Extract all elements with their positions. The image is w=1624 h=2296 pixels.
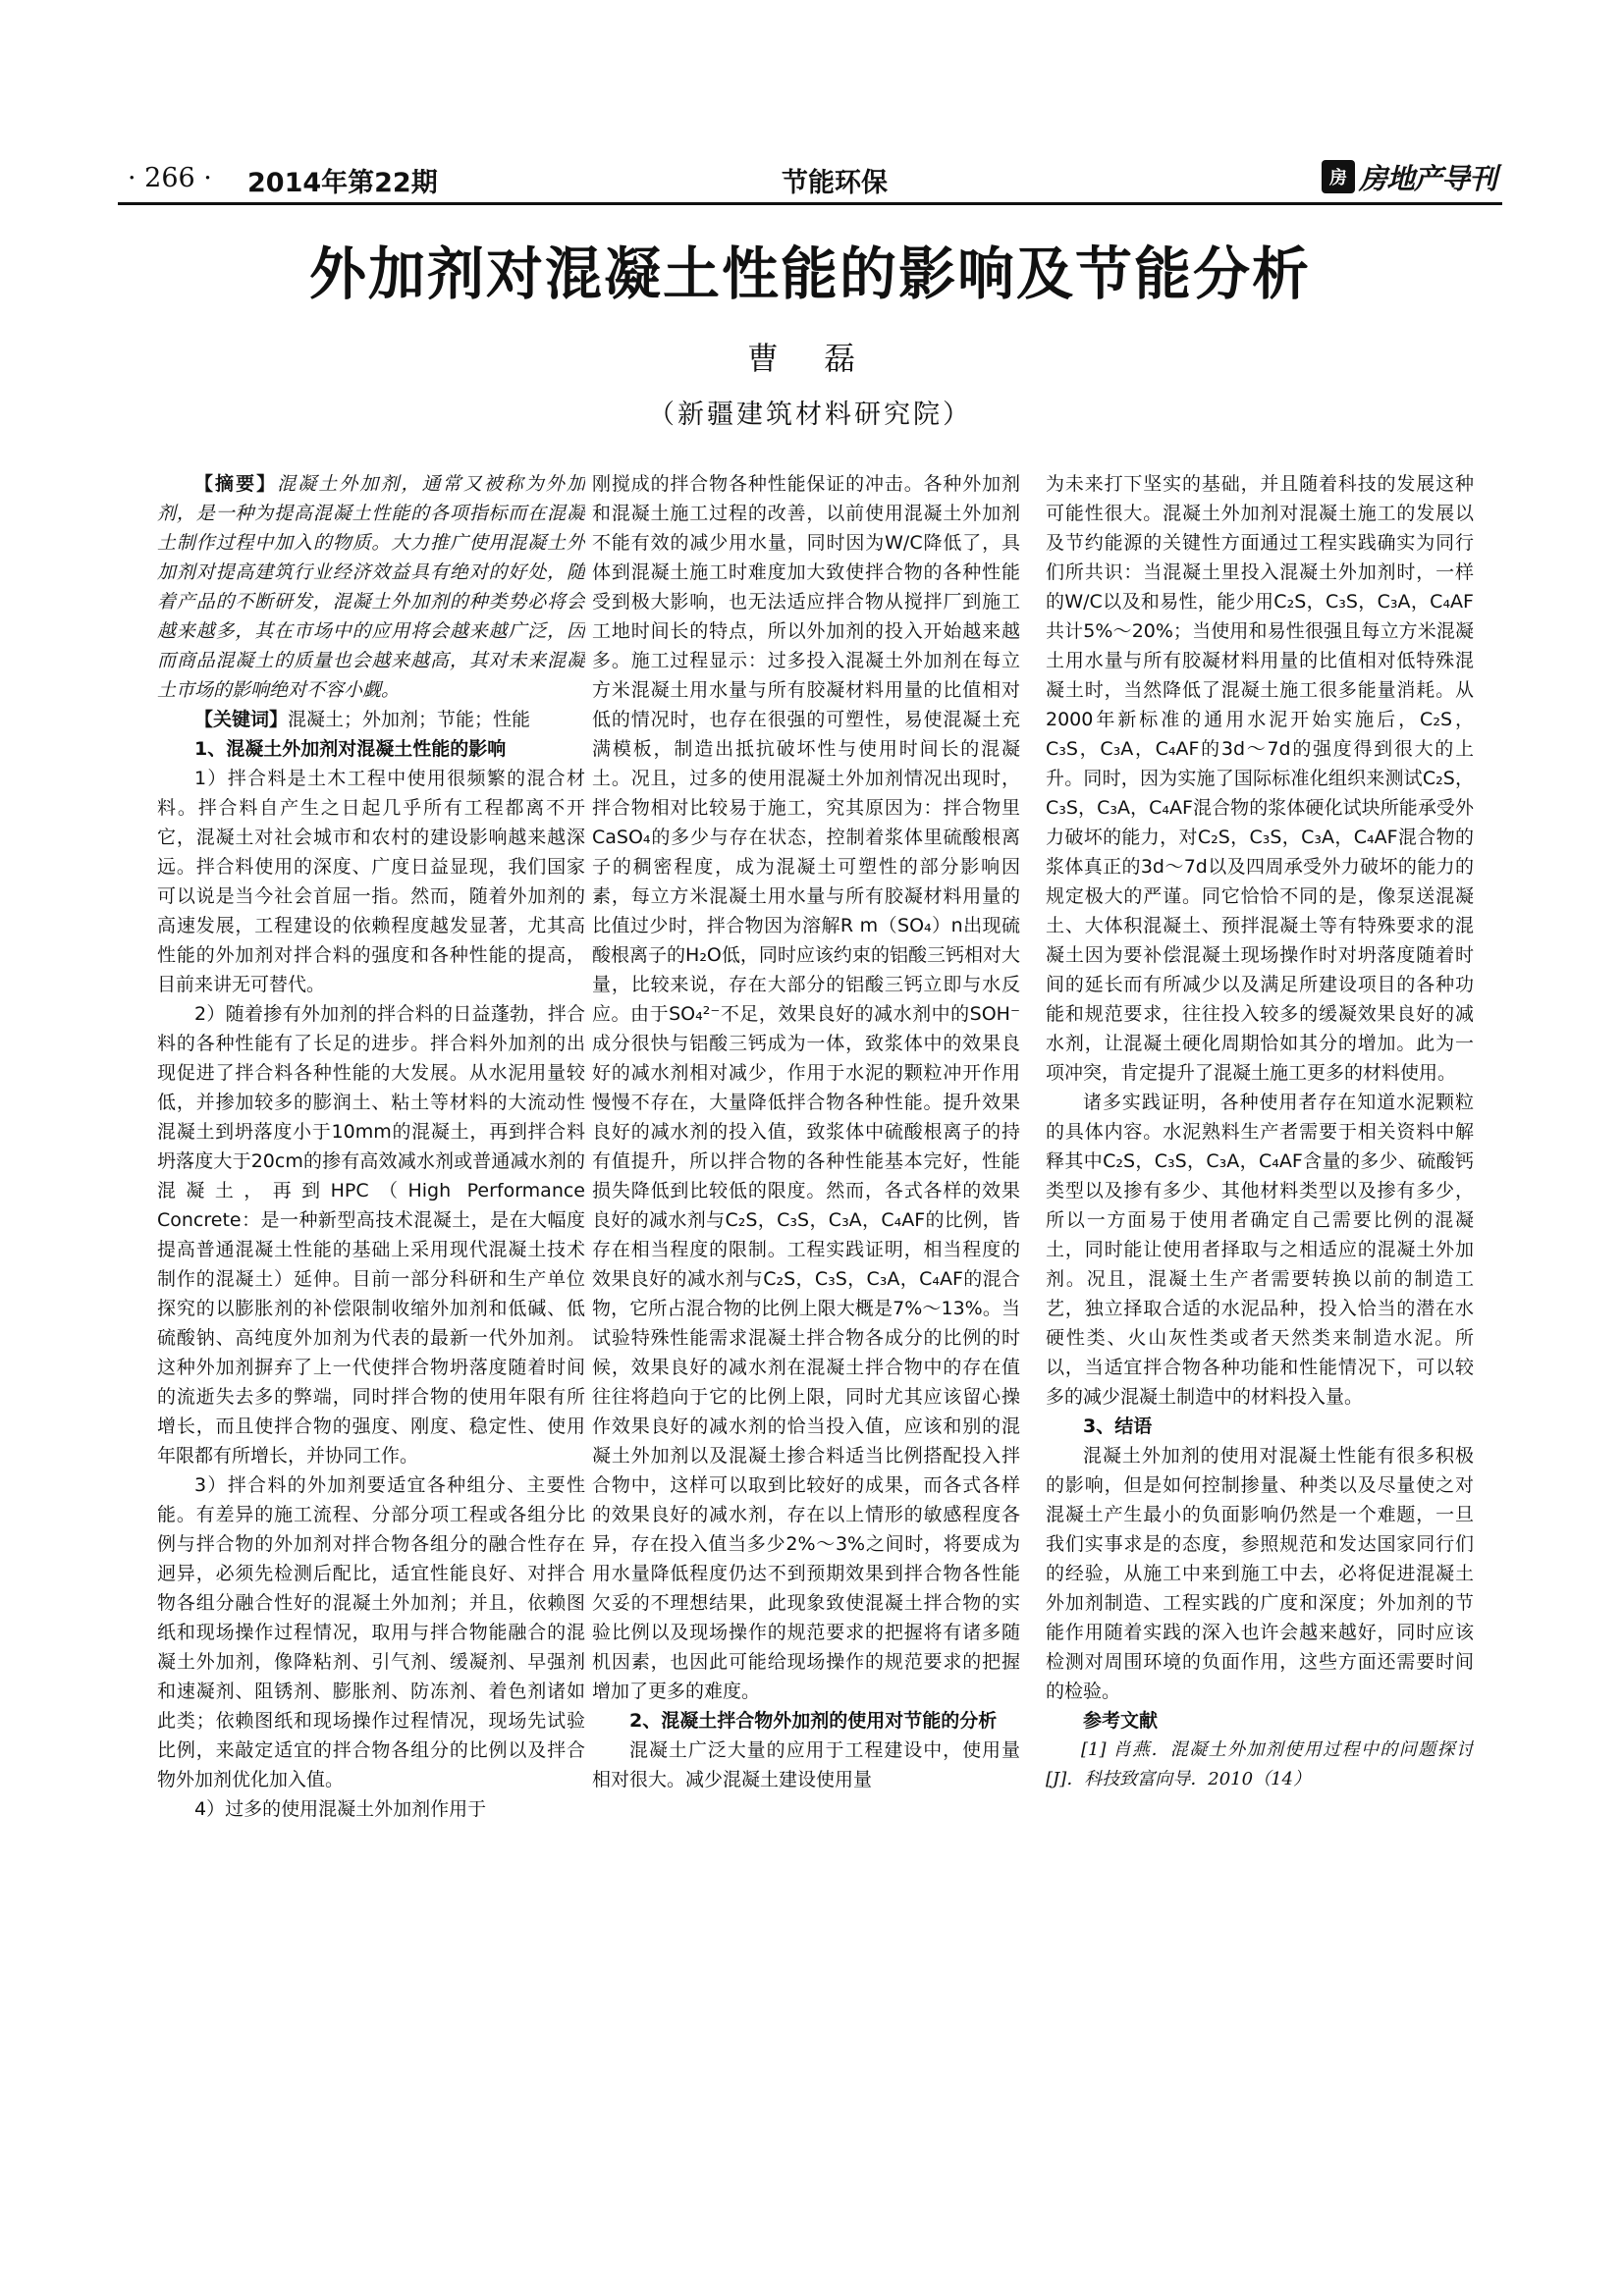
- abstract-text: 混凝土外加剂，通常又被称为外加剂，是一种为提高混凝土性能的各项指标而在混凝土制作过程中加入的物质。大力推广使用混凝土外加剂对提高建筑行业经济效益具有绝对的好处，随着产品的不断研发，混凝土外加剂的种类势必将会越来越多，其在市场中的应用将会越来越广泛，因而商品混凝土的质量也会越来越高，其对未来混凝土市场的影响绝对不容小觑。: [157, 473, 585, 701]
- section-3-paragraph-1: 混凝土外加剂的使用对混凝土性能有很多积极的影响，但是如何控制掺量、种类以及尽量使之对混凝土产生最小的负面影响仍然是一个难题，一旦我们实事求是的态度，参照规范和发达国家同行们的经验，从施工中来到施工中去，必将促进混凝土外加剂制造、工程实践的广度和深度；外加剂的节能作用随着实践的深入也许会越来越好，同时应该检测对周围环境的负面作用，这些方面还需要时间的检验。: [1046, 1445, 1474, 1702]
- paragraph-1: 1）拌合料是土木工程中使用很频繁的混合材料。拌合料自产生之日起几乎所有工程都离不开它，混凝土对社会城市和农村的建设影响越来越深远。拌合料使用的深度、广度日益显现，我们国家可以说是当今社会首屈一指。然而，随着外加剂的高速发展，工程建设的依赖程度越发显著，尤其高性能的外加剂对拌合料的强度和各种性能的提高，目前来讲无可替代。: [157, 768, 585, 995]
- abstract-label: 【摘要】: [194, 473, 278, 495]
- running-header: [118, 159, 1502, 205]
- section-2-paragraph-1: 为未来打下坚实的基础，并且随着科技的发展这种可能性很大。混凝土外加剂对混凝土施工的发展以及节约能源的关键性方面通过工程实践确实为同行们所共识：当混凝土里投入混凝土外加剂时，一样的W/C以及和易性，能少用C₂S，C₃S，C₃A，C₄AF共计5%～20%；当使用和易性很强且每立方米混凝土用水量与所有胶凝材料用量的比值相对低特殊混凝土时，当然降低了混凝土施工很多能量消耗。从2000年新标准的通用水泥开始实施后，C₂S，C₃S，C₃A，C₄AF的3d～7d的强度得到很大的上升。同时，因为实施了国际标准化组织来测试C₂S，C₃S，C₃A，C₄AF混合物的浆体硬化试块所能承受外力破坏的能力，对C₂S，C₃S，C₃A，C₄AF混合物的浆体真正的3d～7d以及四周承受外力破坏的能力的规定极大的严谨。同它恰恰不同的是，像泵送混凝土、大体积混凝土、预拌混凝土等有特殊要求的混凝土因为要补偿混凝土现场操作时对坍落度随着时间的延长而有所减少以及满足所建设项目的各种功能和规范要求，往往投入较多的缓凝效果良好的减水剂，让混凝土硬化周期恰如其分的增加。此为一项冲突，肯定提升了混凝土施工更多的材料使用。: [1046, 473, 1474, 1084]
- article-title: 外加剂对混凝土性能的影响及节能分析: [308, 240, 1311, 307]
- paragraph-3: 3）拌合料的外加剂要适宜各种组分、主要性能。有差异的施工流程、分部分项工程或各组分比例与拌合物的外加剂对拌合物各组分的融合性存在迥异，必须先检测后配比，适宜性能良好、对拌合物各组分融合性好的混凝土外加剂；并且，依赖图纸和现场操作过程情况，取用与拌合物能融合的混凝土外加剂，像降粘剂、引气剂、缓凝剂、早强剂和速凝剂、阻锈剂、膨胀剂、防冻剂、着色剂诸如此类；依赖图纸和现场操作过程情况，现场先试验比例，来敲定适宜的拌合物各组分的比例以及拌合物外加剂优化加入值。: [157, 1474, 585, 1790]
- issue-label: 2014年第22期: [247, 168, 438, 198]
- column-1: [157, 469, 585, 2226]
- journal-logo-icon: 房: [1322, 160, 1355, 193]
- section-label: 节能环保: [782, 168, 888, 198]
- reference-1: [1] 肖燕．混凝土外加剂使用过程中的问题探讨 [J]．科技致富向导．2010（14）: [1046, 1739, 1474, 1789]
- journal-logo: [1322, 159, 1496, 194]
- keywords-text: 混凝土；外加剂；节能；性能: [288, 709, 531, 730]
- paragraph-4: 刚搅成的拌合物各种性能保证的冲击。各种外加剂和混凝土施工过程的改善，以前使用混凝土外加剂不能有效的减少用水量，同时因为W/C降低了，具体到混凝土施工时难度加大致使拌合物的各种性能受到极大影响，也无法适应拌合物从搅拌厂到施工工地时间长的特点，所以外加剂的投入开始越来越多。施工过程显示：过多投入混凝土外加剂在每立方米混凝土用水量与所有胶凝材料用量的比值相对低的情况时，也存在很强的可塑性，易使混凝土充满模板，制造出抵抗破坏性与使用时间长的混凝土。况且，过多的使用混凝土外加剂情况出现时，拌合物相对比较易于施工，究其原因为：拌合物里CaSO₄的多少与存在状态，控制着浆体里硫酸根离子的稠密程度，成为混凝土可塑性的部分影响因素，每立方米混凝土用水量与所有胶凝材料用量的比值过少时，拌合物因为溶解R m（SO₄）n出现硫酸根离子的H₂O低，同时应该约束的铝酸三钙相对大量，比较来说，存在大部分的铝酸三钙立即与水反应。由于SO₄²⁻不足，效果良好的减水剂中的SOH⁻成分很快与铝酸三钙成为一体，致浆体中的效果良好的减水剂相对减少，作用于水泥的颗粒冲开作用慢慢不存在，大量降低拌合物各种性能。提升效果良好的减水剂的投入值，致浆体中硫酸根离子的持有值提升，所以拌合物的各种性能基本完好，性能损失降低到比较低的限度。然而，各式各样的效果良好的减水剂与C₂S，C₃S，C₃A，C₄AF的比例，皆存在相当程度的限制。工程实践证明，相当程度的效果良好的减水剂与C₂S，C₃S，C₃A，C₄AF的混合物，它所占混合物的比例上限大概是7%～13%。当试验特殊性能需求混凝土拌合物各成分的比例的时候，效果良好的减水剂在混凝土拌合物中的存在值往往将趋向于它的比例上限，同时尤其应该留心操作效果良好的减水剂的恰当投入值，应该和别的混凝土外加剂以及混凝土掺合料适当比例搭配投入拌合物中，这样可以取到比较好的成果，而各式各样的效果良好的减水剂，存在以上情形的敏感程度各异，存在投入值当多少2%～3%之间时，将要成为用水量降低程度仍达不到预期效果到拌合物各性能欠妥的不理想结果，此现象致使混凝土拌合物的实验比例以及现场操作的规范要求的把握将有诸多随机因素，也因此可能给现场操作的规范要求的把握增加了更多的难度。: [592, 473, 1020, 1702]
- column-2: [592, 469, 1020, 2226]
- article-affiliation: （新疆建筑材料研究院）: [648, 400, 972, 430]
- paragraph-4-start: 4）过多的使用混凝土外加剂作用于: [194, 1798, 487, 1820]
- keywords-label: 【关键词】: [194, 709, 289, 730]
- section-2-paragraph-2: 诸多实践证明，各种使用者存在知道水泥颗粒的具体内容。水泥熟料生产者需要于相关资料中解释其中C₂S，C₃S，C₃A，C₄AF含量的多少、硫酸钙类型以及掺有多少、其他材料类型以及掺有多少，所以一方面易于使用者确定自己需要比例的混凝土，同时能让使用者择取与之相适应的混凝土外加剂。况且，混凝土生产者需要转换以前的制造工艺，独立择取合适的水泥品种，投入恰当的潜在水硬性类、火山灰性类或者天然类来制造水泥。所以，当适宜拌合物各种功能和性能情况下，可以较多的减少混凝土制造中的材料投入量。: [1046, 1092, 1474, 1408]
- keywords: [157, 705, 585, 734]
- abstract: [157, 469, 585, 705]
- section-1-heading: 1、混凝土外加剂对混凝土性能的影响: [194, 738, 507, 760]
- paragraph-2: 2）随着掺有外加剂的拌合料的日益蓬勃，拌合料的各种性能有了长足的进步。拌合料外加剂的出现促进了拌合料各种性能的大发展。从水泥用量较低，并掺加较多的膨润土、粘土等材料的大流动性混凝土到坍落度小于10mm的混凝土，再到拌合料坍落度大于20cm的掺有高效减水剂或普通减水剂的混凝土，再到HPC（High Performance Concrete：是一种新型高技术混凝土，是在大幅度提高普通混凝土性能的基础上采用现代混凝土技术制作的混凝土）延伸。目前一部分科研和生产单位探究的以膨胀剂的补偿限制收缩外加剂和低碱、低硫酸钠、高纯度外加剂为代表的最新一代外加剂。这种外加剂摒弃了上一代使拌合物坍落度随着时间的流逝失去多的弊端，同时拌合物的使用年限有所增长，而且使拌合物的强度、刚度、稳定性、使用年限都有所增长，并协同工作。: [157, 1003, 585, 1467]
- journal-name: 房地产导刊: [1358, 161, 1496, 195]
- article-author: 曹 磊: [746, 340, 874, 377]
- section-2-heading: 2、混凝土拌合物外加剂的使用对节能的分析: [629, 1710, 998, 1732]
- section-3-heading: 3、结语: [1083, 1415, 1153, 1437]
- references-heading: 参考文献: [1083, 1710, 1159, 1732]
- column-3: [1046, 469, 1474, 2226]
- section-2-paragraph-1-start: 混凝土广泛大量的应用于工程建设中，使用量相对很大。减少混凝土建设使用量: [592, 1739, 1020, 1790]
- page-number: · 266 ·: [128, 163, 212, 193]
